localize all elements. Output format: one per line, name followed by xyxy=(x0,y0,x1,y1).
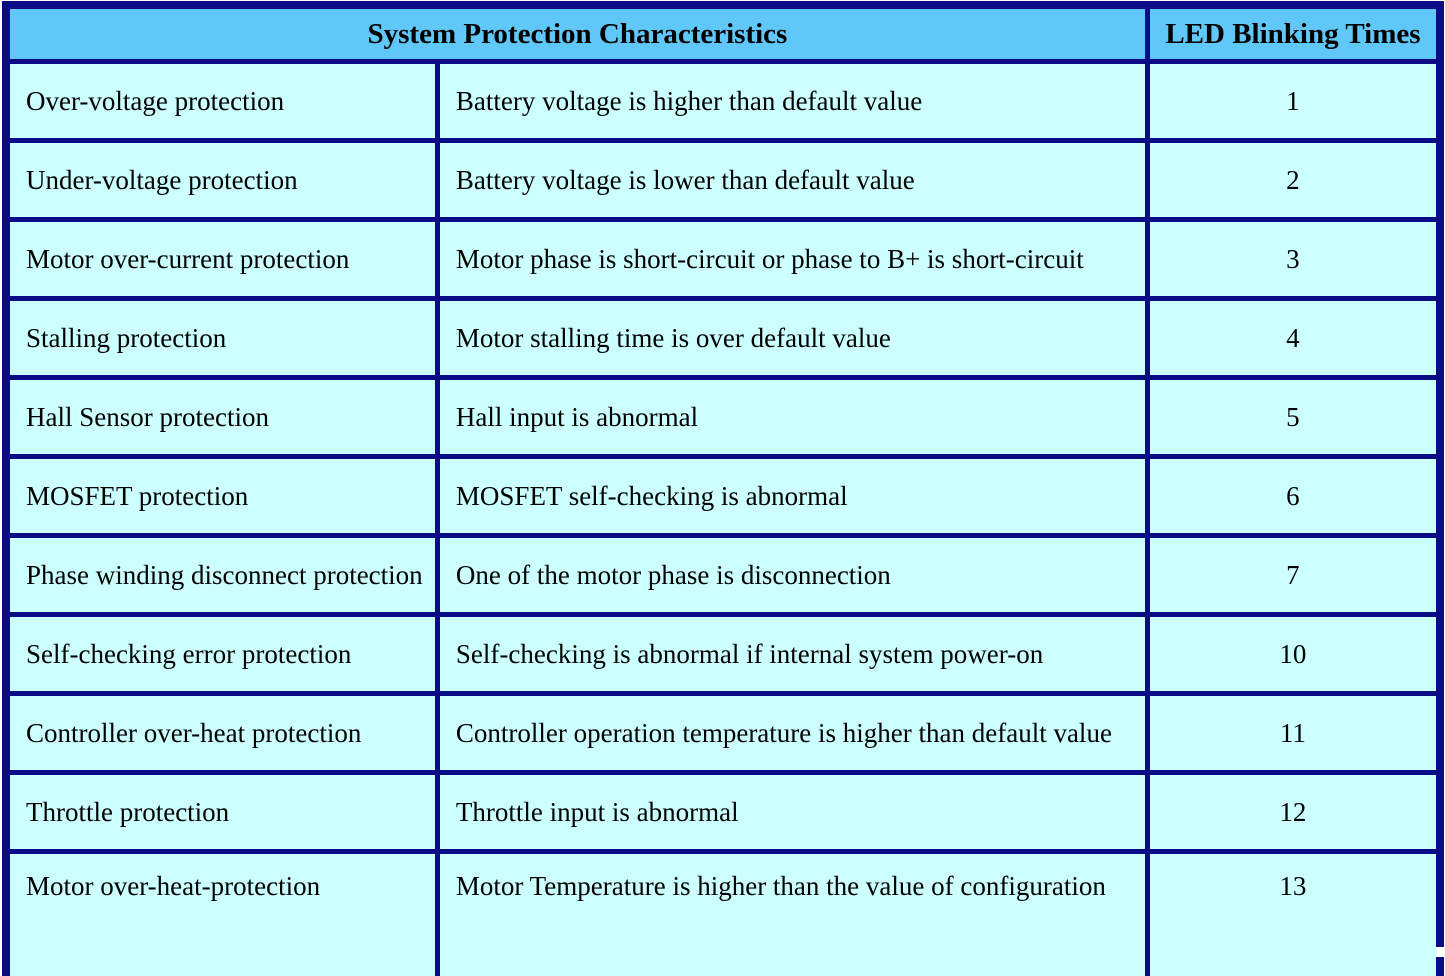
led-blink-count-cell: 10 xyxy=(1147,615,1440,694)
protection-description-cell: Motor Temperature is higher than the value of configuration xyxy=(437,852,1147,976)
protection-description-cell: Battery voltage is higher than default value xyxy=(437,62,1147,141)
protection-description-cell: MOSFET self-checking is abnormal xyxy=(437,457,1147,536)
protection-table xyxy=(2,1,1444,976)
protection-description-cell: Battery voltage is lower than default value xyxy=(437,141,1147,220)
protection-description-cell: Motor stalling time is over default value xyxy=(437,299,1147,378)
led-blink-count-cell: 5 xyxy=(1147,378,1440,457)
led-blink-count-cell: 11 xyxy=(1147,694,1440,773)
led-blink-count-cell: 4 xyxy=(1147,299,1440,378)
protection-name-cell: MOSFET protection xyxy=(6,457,437,536)
protection-name-cell: Controller over-heat protection xyxy=(6,694,437,773)
table-row xyxy=(6,536,1440,615)
header-row xyxy=(6,5,1440,62)
table-row xyxy=(6,378,1440,457)
led-blink-count-cell: 7 xyxy=(1147,536,1440,615)
led-blink-count-cell: 12 xyxy=(1147,773,1440,852)
led-blink-count-cell: 6 xyxy=(1147,457,1440,536)
led-blink-count-cell: 2 xyxy=(1147,141,1440,220)
protection-description-cell: Throttle input is abnormal xyxy=(437,773,1147,852)
protection-name-cell: Self-checking error protection xyxy=(6,615,437,694)
table-body xyxy=(6,62,1440,976)
protection-name-cell: Motor over-heat-protection xyxy=(6,852,437,976)
led-blink-count-cell: 3 xyxy=(1147,220,1440,299)
table-row xyxy=(6,615,1440,694)
header-system-protection: System Protection Characteristics xyxy=(6,5,1147,62)
protection-description-cell: Motor phase is short-circuit or phase to B+ is short-circuit xyxy=(437,220,1147,299)
protection-name-cell: Phase winding disconnect protection xyxy=(6,536,437,615)
header-led-blinking-times: LED Blinking Times xyxy=(1147,5,1440,62)
table-row xyxy=(6,773,1440,852)
protection-name-cell: Motor over-current protection xyxy=(6,220,437,299)
document-page xyxy=(0,1,1445,976)
protection-description-cell: Self-checking is abnormal if internal system power-on xyxy=(437,615,1147,694)
table-row xyxy=(6,141,1440,220)
page-edge-artifact xyxy=(1436,947,1445,957)
table-row xyxy=(6,62,1440,141)
protection-name-cell: Hall Sensor protection xyxy=(6,378,437,457)
table-row xyxy=(6,457,1440,536)
table-row xyxy=(6,299,1440,378)
table-row xyxy=(6,852,1440,976)
led-blink-count-cell: 1 xyxy=(1147,62,1440,141)
protection-name-cell: Under-voltage protection xyxy=(6,141,437,220)
protection-name-cell: Stalling protection xyxy=(6,299,437,378)
table-row xyxy=(6,694,1440,773)
protection-description-cell: One of the motor phase is disconnection xyxy=(437,536,1147,615)
protection-name-cell: Throttle protection xyxy=(6,773,437,852)
protection-description-cell: Hall input is abnormal xyxy=(437,378,1147,457)
table-header xyxy=(6,5,1440,62)
protection-description-cell: Controller operation temperature is higher than default value xyxy=(437,694,1147,773)
led-blink-count-cell: 13 xyxy=(1147,852,1440,976)
protection-name-cell: Over-voltage protection xyxy=(6,62,437,141)
table-row xyxy=(6,220,1440,299)
